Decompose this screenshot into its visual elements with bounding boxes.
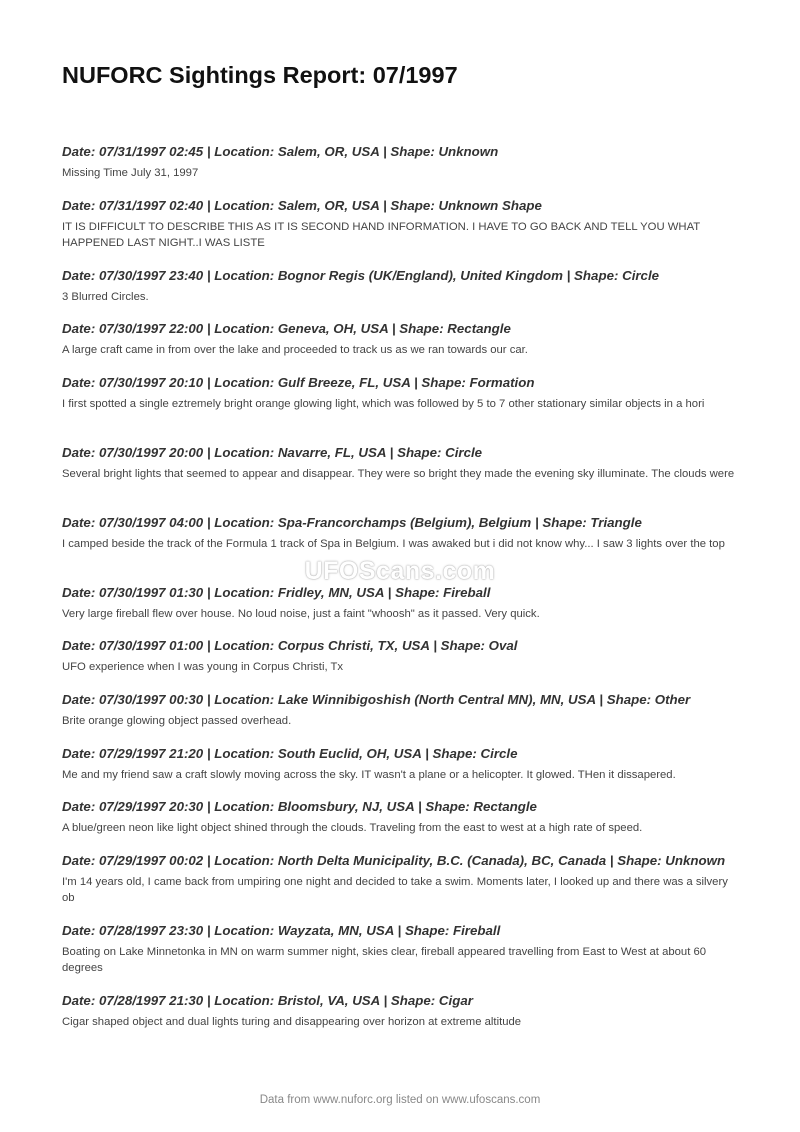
entry-heading: Date: 07/30/1997 01:00 | Location: Corpus Christi, TX, USA | Shape: Oval (62, 638, 518, 654)
entry-heading: Date: 07/30/1997 22:00 | Location: Geneva, OH, USA | Shape: Rectangle (62, 321, 511, 337)
entry-heading: Date: 07/30/1997 20:00 | Location: Navarre, FL, USA | Shape: Circle (62, 444, 483, 460)
entry-description: 3 Blurred Circles. (62, 290, 149, 303)
list-item (62, 692, 742, 746)
entry-heading: Date: 07/30/1997 23:40 | Location: Bognor Regis (UK/England), United Kingdom | Shape: Circle (62, 267, 660, 283)
entry-heading: Date: 07/30/1997 00:30 | Location: Lake Winnibigoshish (North Central MN), MN, USA | Shape: Other (62, 691, 691, 707)
entry-description: Cigar shaped object and dual lights turing and disappearing over horizon at extreme altitude (62, 1015, 522, 1028)
list-item (62, 445, 742, 515)
entry-description: Missing Time July 31, 1997 (62, 167, 199, 179)
entry-heading: Date: 07/30/1997 01:30 | Location: Fridley, MN, USA | Shape: Fireball (62, 584, 491, 600)
list-item (62, 515, 742, 585)
entry-heading: Date: 07/29/1997 20:30 | Location: Bloomsbury, NJ, USA | Shape: Rectangle (62, 799, 537, 815)
entry-description: A large craft came in from over the lake and proceeded to track us as we ran towards our car. (62, 344, 528, 357)
list-item (62, 268, 742, 322)
list-item (62, 923, 742, 993)
entry-heading: Date: 07/31/1997 02:45 | Location: Salem, OR, USA | Shape: Unknown (62, 144, 499, 159)
entry-heading: Date: 07/30/1997 04:00 | Location: Spa-Francorchamps (Belgium), Belgium | Shape: Triangle (62, 514, 642, 530)
entry-description: IT IS DIFFICULT TO DESCRIBE THIS AS IT IS SECOND HAND INFORMATION. I HAVE TO GO BACK AND TELL YOU WHAT HAPPENED LAST NIGHT..I WAS LISTE (62, 220, 700, 250)
entry-heading: Date: 07/29/1997 00:02 | Location: North Delta Municipality, B.C. (Canada), BC, Canada | Shape: Unknown (62, 852, 726, 868)
entry-description: Brite orange glowing object passed overhead. (62, 714, 292, 727)
list-item (62, 853, 742, 923)
entry-heading: Date: 07/28/1997 21:30 | Location: Bristol, VA, USA | Shape: Cigar (62, 992, 473, 1008)
entry-heading: Date: 07/28/1997 23:30 | Location: Wayzata, MN, USA | Shape: Fireball (62, 922, 501, 938)
entry-description: UFO experience when I was young in Corpus Christi, Tx (62, 661, 344, 674)
list-item (62, 993, 742, 1047)
entry-description: Boating on Lake Minnetonka in MN on warm summer night, skies clear, fireball appeared travelling from East to West at about 60 degrees (62, 945, 707, 975)
list-item (62, 638, 742, 692)
list-item (62, 799, 742, 853)
page-footer: Data from www.nuforc.org listed on www.ufoscans.com (259, 1094, 541, 1106)
entry-description: Several bright lights that seemed to appear and disappear. They were so bright they made the evening sky illuminate. The clouds were (62, 467, 735, 480)
page-title: NUFORC Sightings Report: 07/1997 (62, 62, 458, 88)
sightings-list (62, 144, 742, 1046)
list-item (62, 585, 742, 639)
list-item (62, 198, 742, 268)
list-item (62, 375, 742, 445)
entry-heading: Date: 07/31/1997 02:40 | Location: Salem, OR, USA | Shape: Unknown Shape (62, 197, 542, 213)
entry-description: I camped beside the track of the Formula 1 track of Spa in Belgium. I was awaked but i did not know why... I saw 3 lights over the top (62, 537, 725, 550)
entry-description: Very large fireball flew over house. No loud noise, just a faint "whoosh" as it passed. Very quick. (62, 607, 540, 620)
entry-description: I first spotted a single eztremely bright orange glowing light, which was followed by 5 to 7 other stationary similar objects in a hori (62, 397, 705, 410)
entry-description: Me and my friend saw a craft slowly moving across the sky. IT wasn't a plane or a helicopter. It glowed. THen it dissapered. (62, 768, 676, 781)
entry-description: A blue/green neon like light object shined through the clouds. Traveling from the east to west at a high rate of speed. (62, 822, 643, 835)
entry-description: I'm 14 years old, I came back from umpiring one night and decided to take a swim. Moments later, I looked up and there was a silvery ob (62, 875, 728, 905)
list-item (62, 144, 742, 198)
list-item (62, 321, 742, 375)
watermark-logo: UFOScans.com (304, 557, 496, 585)
entry-heading: Date: 07/29/1997 21:20 | Location: South Euclid, OH, USA | Shape: Circle (62, 745, 518, 761)
list-item (62, 746, 742, 800)
entry-heading: Date: 07/30/1997 20:10 | Location: Gulf Breeze, FL, USA | Shape: Formation (62, 374, 535, 390)
